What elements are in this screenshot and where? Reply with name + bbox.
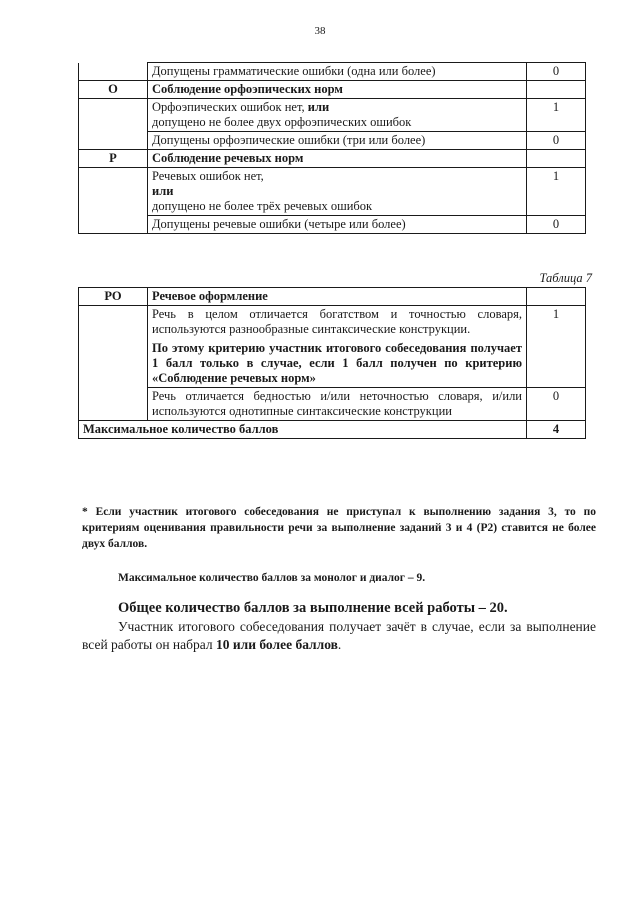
- criterion-text-or: или: [307, 100, 330, 114]
- table-row: [79, 388, 586, 421]
- criterion-title: Соблюдение речевых норм: [148, 150, 527, 168]
- criterion-code: Р: [79, 150, 148, 168]
- criterion-code: [79, 306, 148, 388]
- max-monolog-dialog: Максимальное количество баллов за монолог и диалог – 9.: [118, 572, 426, 584]
- table-row: [79, 306, 586, 388]
- criterion-code: [79, 132, 148, 150]
- criterion-code: [79, 99, 148, 132]
- criterion-title: Речевое оформление: [148, 288, 527, 306]
- criterion-code: РО: [79, 288, 148, 306]
- credit-threshold: 10 или более баллов: [215, 637, 338, 652]
- table-row: [79, 150, 586, 168]
- credit-end: .: [337, 637, 342, 652]
- criterion-text: Допущены орфоэпические ошибки (три или более): [148, 132, 527, 150]
- criterion-text: Речь отличается бедностью и/или неточностью словаря, и/или используются однотипные синтаксические конструкции: [148, 388, 527, 421]
- table-row: [79, 288, 586, 306]
- table-row: [79, 99, 586, 132]
- criterion-description: Речь в целом отличается богатством и точностью словаря, используются разнообразные синтаксические конструкции.: [152, 307, 522, 336]
- criterion-code: О: [79, 81, 148, 99]
- criterion-score: 0: [527, 388, 586, 421]
- criteria-table-continued: [78, 62, 586, 234]
- criterion-score: [527, 81, 586, 99]
- criterion-score: 0: [527, 132, 586, 150]
- criterion-text-line: Орфоэпических ошибок нет,: [152, 100, 308, 114]
- criterion-score: [527, 288, 586, 306]
- credit-paragraph: [82, 618, 596, 654]
- criterion-score: 1: [527, 99, 586, 132]
- total-score: Общее количество баллов за выполнение всей работы – 20.: [118, 600, 508, 616]
- criterion-text: [148, 306, 527, 388]
- table-row: [79, 81, 586, 99]
- criterion-title: Соблюдение орфоэпических норм: [148, 81, 527, 99]
- criterion-code: [79, 168, 148, 216]
- criterion-text: [148, 99, 527, 132]
- criterion-text: [148, 168, 527, 216]
- criterion-note: По этому критерию участник итогового собеседования получает 1 балл только в случае, если 1 балл получен по критерию «Соблюдение речевых норм»: [152, 341, 522, 385]
- criterion-code: [79, 216, 148, 234]
- criterion-score: 0: [527, 216, 586, 234]
- table-row: [79, 132, 586, 150]
- criterion-text-line: допущено не более трёх речевых ошибок: [152, 199, 373, 213]
- credit-text: Участник итогового собеседования получает зачёт в случае, если за выполнение всей работы он набрал: [82, 619, 596, 652]
- max-score-value: 4: [527, 421, 586, 439]
- criterion-text-line: Речевых ошибок нет,: [152, 169, 264, 183]
- max-score-label: Максимальное количество баллов: [79, 421, 527, 439]
- table-caption: Таблица 7: [539, 271, 592, 285]
- criterion-score: 1: [527, 168, 586, 216]
- table-row: [79, 216, 586, 234]
- criterion-score: 0: [527, 63, 586, 81]
- criterion-score: 1: [527, 306, 586, 388]
- criterion-score: [527, 150, 586, 168]
- criterion-text-line: допущено не более двух орфоэпических ошибок: [152, 115, 412, 129]
- criterion-text-or: или: [152, 184, 174, 198]
- speech-design-table: [78, 287, 586, 439]
- criterion-code: [79, 63, 148, 81]
- criterion-text: Допущены речевые ошибки (четыре или более): [148, 216, 527, 234]
- table-row-total: [79, 421, 586, 439]
- criterion-text: Допущены грамматические ошибки (одна или более): [148, 63, 527, 81]
- page-number: 38: [314, 25, 326, 37]
- footnote: * Если участник итогового собеседования не приступал к выполнению задания 3, то по критериям оценивания правильности речи за выполнение заданий 3 и 4 (Р2) ставится не более двух баллов.: [82, 506, 596, 550]
- table-row: [79, 168, 586, 216]
- table-row: [79, 63, 586, 81]
- criterion-code: [79, 388, 148, 421]
